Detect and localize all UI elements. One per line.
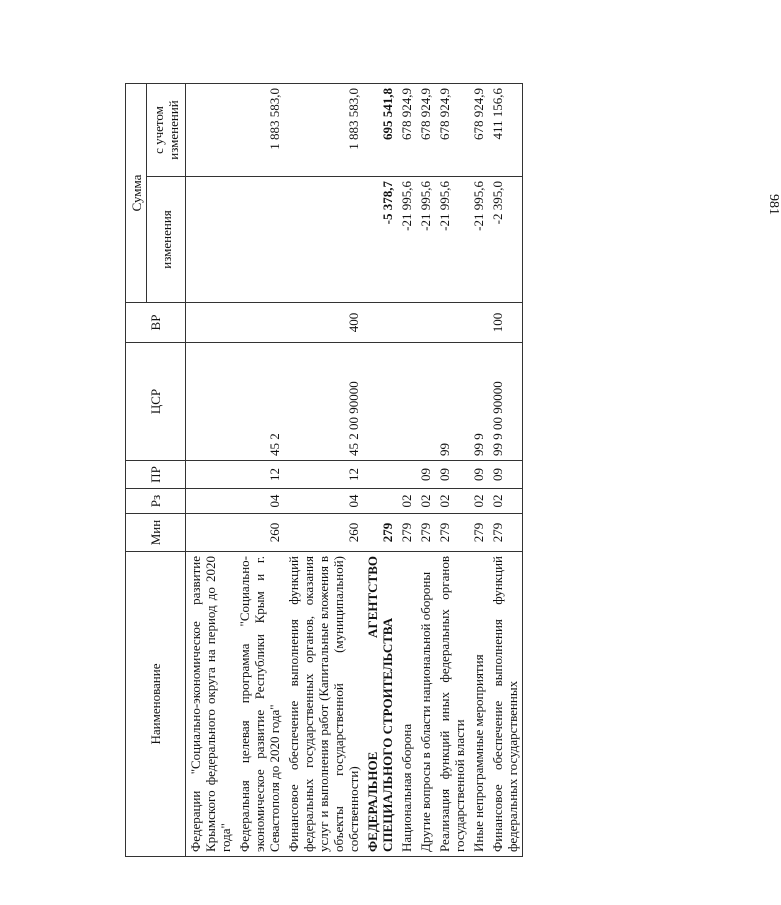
rotated-page (125, 62, 565, 857)
row-name: Федеральная целевая программа "Социально-экономическое развитие Республики Крым и г. Севастополя до 2020 года" (235, 552, 284, 857)
table-row (416, 84, 435, 857)
row-vr: 100 (488, 303, 523, 343)
row-pr: 09 (488, 461, 523, 489)
header-sum: Сумма (126, 84, 147, 303)
header-vr: ВР (126, 303, 186, 343)
row-name: Финансовое обеспечение выполнения функций федеральных государственных органов, оказания услуг и выполнения работ (Капитальные вложения в объекты государственной (муниципальной) собственности) (284, 552, 363, 857)
row-total: 678 924,9 (397, 84, 416, 177)
row-rz: 04 (235, 489, 284, 514)
row-name: Национальная оборона (397, 552, 416, 857)
row-name: Другие вопросы в области национальной обороны (416, 552, 435, 857)
row-min: 279 (435, 514, 469, 552)
row-total: 1 883 583,0 (284, 84, 363, 177)
row-min: 260 (284, 514, 363, 552)
table-row (488, 84, 523, 857)
row-csr: 99 9 00 90000 (488, 343, 523, 461)
header-pr: ПР (126, 461, 186, 489)
row-rz (186, 489, 236, 514)
row-name: Финансовое обеспечение выполнения функций федеральных государственных (488, 552, 523, 857)
row-change: -5 378,7 (363, 177, 397, 303)
row-change: -21 995,6 (435, 177, 469, 303)
row-min: 279 (416, 514, 435, 552)
table-row (186, 84, 236, 857)
row-vr (435, 303, 469, 343)
row-name: Реализация функций иных федеральных органов государственной власти (435, 552, 469, 857)
row-vr: 400 (284, 303, 363, 343)
row-csr (186, 343, 236, 461)
header-with-changes: с учетом изменений (147, 84, 186, 177)
row-name: Федерации "Социально-экономическое развитие Крымского федерального округа на период до 2020 года" (186, 552, 236, 857)
header-rz: Рз (126, 489, 186, 514)
row-rz: 04 (284, 489, 363, 514)
row-total: 678 924,9 (435, 84, 469, 177)
row-rz: 02 (435, 489, 469, 514)
row-total: 678 924,9 (469, 84, 488, 177)
row-change: -21 995,6 (416, 177, 435, 303)
row-vr (416, 303, 435, 343)
row-pr: 12 (284, 461, 363, 489)
page-number: 981 (766, 194, 781, 215)
header-csr: ЦСР (126, 343, 186, 461)
table-row (469, 84, 488, 857)
row-change: -21 995,6 (469, 177, 488, 303)
row-csr: 45 2 00 90000 (284, 343, 363, 461)
table-row (235, 84, 284, 857)
row-vr (397, 303, 416, 343)
row-change (235, 177, 284, 303)
row-total: 678 924,9 (416, 84, 435, 177)
budget-table (125, 83, 523, 857)
row-change (284, 177, 363, 303)
row-rz (363, 489, 397, 514)
row-vr (186, 303, 236, 343)
row-min (186, 514, 236, 552)
row-total (186, 84, 236, 177)
row-min: 279 (488, 514, 523, 552)
header-min: Мин (126, 514, 186, 552)
row-rz: 02 (397, 489, 416, 514)
row-csr (363, 343, 397, 461)
row-name: ФЕДЕРАЛЬНОЕ АГЕНТСТВО СПЕЦИАЛЬНОГО СТРОИТЕЛЬСТВА (363, 552, 397, 857)
row-name: Иные непрограммные мероприятия (469, 552, 488, 857)
row-pr (186, 461, 236, 489)
row-csr: 99 9 (469, 343, 488, 461)
row-pr: 09 (469, 461, 488, 489)
row-change (186, 177, 236, 303)
row-min: 279 (363, 514, 397, 552)
row-change: -2 395,0 (488, 177, 523, 303)
row-pr: 12 (235, 461, 284, 489)
row-csr: 99 (435, 343, 469, 461)
row-pr: 09 (435, 461, 469, 489)
table-row (363, 84, 397, 857)
row-min: 279 (397, 514, 416, 552)
header-name: Наименование (126, 552, 186, 857)
row-vr (235, 303, 284, 343)
row-total: 695 541,8 (363, 84, 397, 177)
row-min: 279 (469, 514, 488, 552)
row-total: 411 156,6 (488, 84, 523, 177)
row-rz: 02 (416, 489, 435, 514)
row-csr (416, 343, 435, 461)
row-pr (397, 461, 416, 489)
row-vr (469, 303, 488, 343)
row-pr (363, 461, 397, 489)
row-rz: 02 (488, 489, 523, 514)
header-change: изменения (147, 177, 186, 303)
row-vr (363, 303, 397, 343)
row-pr: 09 (416, 461, 435, 489)
row-csr: 45 2 (235, 343, 284, 461)
row-total: 1 883 583,0 (235, 84, 284, 177)
row-change: -21 995,6 (397, 177, 416, 303)
row-min: 260 (235, 514, 284, 552)
row-csr (397, 343, 416, 461)
row-rz: 02 (469, 489, 488, 514)
table-row (435, 84, 469, 857)
table-row (397, 84, 416, 857)
table-row (284, 84, 363, 857)
